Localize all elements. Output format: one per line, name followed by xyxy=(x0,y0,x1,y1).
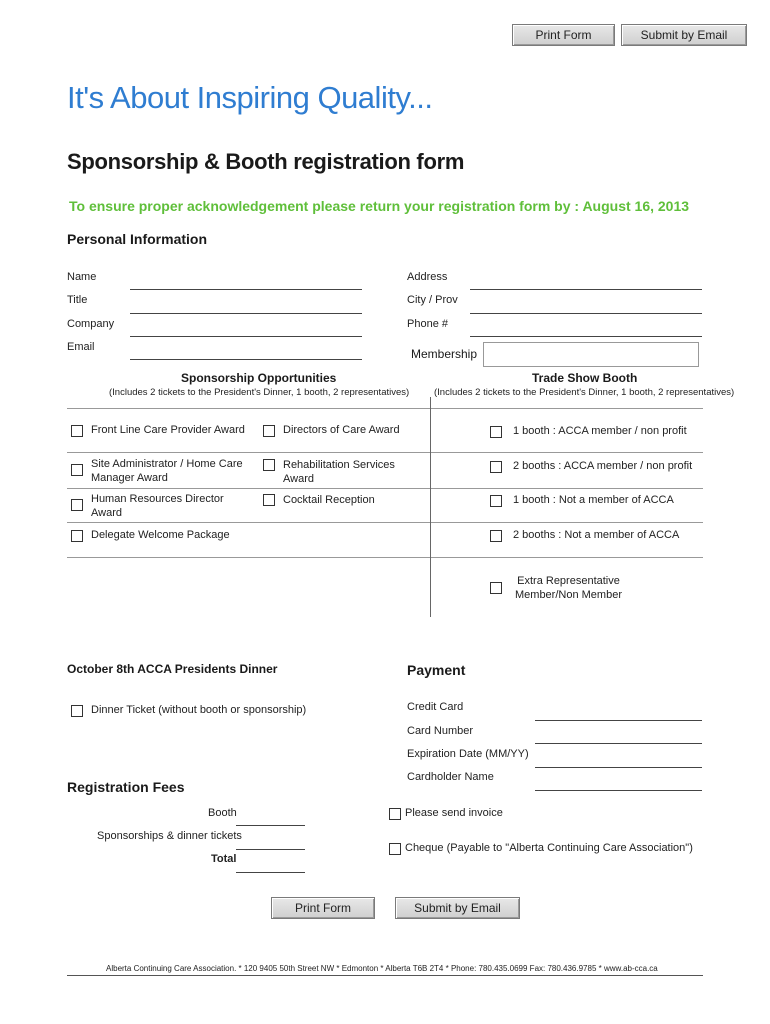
registration-fees-heading: Registration Fees xyxy=(67,779,185,795)
dinner-ticket-checkbox[interactable] xyxy=(71,705,83,717)
human-resources-director-award-checkbox[interactable] xyxy=(71,499,83,511)
divider xyxy=(67,522,703,523)
send-invoice-label: Please send invoice xyxy=(405,807,503,819)
front-line-care-award-checkbox[interactable] xyxy=(71,425,83,437)
cardholder-name-label: Cardholder Name xyxy=(407,771,494,783)
personal-information-heading: Personal Information xyxy=(67,231,208,247)
payment-heading: Payment xyxy=(407,662,466,678)
expiration-date-label: Expiration Date (MM/YY) xyxy=(407,748,529,760)
booth-fee-field[interactable] xyxy=(236,825,305,826)
print-form-button[interactable]: Print Form xyxy=(512,24,615,46)
booth-1-member-checkbox[interactable] xyxy=(490,426,502,438)
divider xyxy=(67,408,703,409)
city-label: City / Prov xyxy=(407,294,458,306)
cardholder-name-field[interactable] xyxy=(535,790,702,791)
booth-1-nonmember-label: 1 booth : Not a member of ACCA xyxy=(513,494,674,506)
cocktail-reception-checkbox[interactable] xyxy=(263,494,275,506)
address-field[interactable] xyxy=(470,289,702,290)
footer-address: Alberta Continuing Care Association. * 120 9405 50th Street NW * Edmonton * Alberta T6B 2T4 * Phone: 780.435.0699 Fax: 780.436.9785 * www.ab-cca.ca xyxy=(106,964,658,973)
deadline-note: To ensure proper acknowledgement please return your registration form by : August 16, 2013 xyxy=(69,198,690,214)
card-number-label: Card Number xyxy=(407,725,474,737)
sponsorship-fee-label: Sponsorships & dinner tickets xyxy=(97,830,242,842)
divider xyxy=(67,452,703,453)
rehabilitation-services-award-label: Rehabilitation Services Award xyxy=(283,459,395,485)
directors-of-care-award-checkbox[interactable] xyxy=(263,425,275,437)
company-label: Company xyxy=(67,318,115,330)
credit-card-field[interactable] xyxy=(535,720,702,721)
name-label: Name xyxy=(67,271,97,283)
site-administrator-award-label: Site Administrator / Home Care Manager Award xyxy=(91,458,243,484)
headline: It's About Inspiring Quality... xyxy=(67,80,433,115)
card-number-field[interactable] xyxy=(535,743,702,744)
extra-representative-label: Extra Representative Member/Non Member xyxy=(515,575,622,601)
sponsorship-fee-field[interactable] xyxy=(236,849,305,850)
form-title: Sponsorship & Booth registration form xyxy=(67,149,465,174)
footer-divider xyxy=(67,975,703,976)
total-field[interactable] xyxy=(236,872,305,873)
rehabilitation-services-award-checkbox[interactable] xyxy=(263,459,275,471)
email-label: Email xyxy=(67,341,95,353)
credit-card-label: Credit Card xyxy=(407,701,464,713)
sponsorship-note: (Includes 2 tickets to the President's Dinner, 1 booth, 2 representatives) xyxy=(109,387,410,398)
title-field[interactable] xyxy=(130,313,362,314)
sponsorship-heading: Sponsorship Opportunities xyxy=(181,371,337,385)
divider xyxy=(67,557,703,558)
divider xyxy=(67,488,703,489)
column-divider xyxy=(430,397,431,617)
front-line-care-award-label: Front Line Care Provider Award xyxy=(91,424,245,436)
title-label: Title xyxy=(67,294,88,306)
print-form-button-bottom[interactable]: Print Form xyxy=(271,897,375,919)
extra-representative-checkbox[interactable] xyxy=(490,582,502,594)
booth-2-member-label: 2 booths : ACCA member / non profit xyxy=(513,460,693,472)
site-administrator-award-checkbox[interactable] xyxy=(71,464,83,476)
human-resources-director-award-label: Human Resources Director Award xyxy=(91,493,224,519)
send-invoice-checkbox[interactable] xyxy=(389,808,401,820)
phone-label: Phone # xyxy=(407,318,448,330)
presidents-dinner-heading: October 8th ACCA Presidents Dinner xyxy=(67,662,278,676)
booth-2-member-checkbox[interactable] xyxy=(490,461,502,473)
submit-by-email-button[interactable]: Submit by Email xyxy=(621,24,747,46)
booth-fee-label: Booth xyxy=(208,807,237,819)
booth-2-nonmember-checkbox[interactable] xyxy=(490,530,502,542)
cheque-label: Cheque (Payable to "Alberta Continuing Care Association") xyxy=(405,842,693,854)
delegate-welcome-package-checkbox[interactable] xyxy=(71,530,83,542)
dinner-ticket-label: Dinner Ticket (without booth or sponsorship) xyxy=(91,704,307,716)
email-field[interactable] xyxy=(130,359,362,360)
city-field[interactable] xyxy=(470,313,702,314)
booth-2-nonmember-label: 2 booths : Not a member of ACCA xyxy=(513,529,680,541)
booth-note: (Includes 2 tickets to the President's Dinner, 1 booth, 2 representatives) xyxy=(434,387,735,398)
company-field[interactable] xyxy=(130,336,362,337)
booth-1-nonmember-checkbox[interactable] xyxy=(490,495,502,507)
booth-heading: Trade Show Booth xyxy=(532,371,638,385)
submit-by-email-button-bottom[interactable]: Submit by Email xyxy=(395,897,520,919)
booth-1-member-label: 1 booth : ACCA member / non profit xyxy=(513,425,687,437)
membership-field[interactable] xyxy=(483,342,699,367)
cocktail-reception-label: Cocktail Reception xyxy=(283,494,375,506)
membership-label: Membership xyxy=(411,347,478,361)
delegate-welcome-package-label: Delegate Welcome Package xyxy=(91,529,230,541)
address-label: Address xyxy=(407,271,448,283)
total-label: Total xyxy=(211,853,237,865)
cheque-checkbox[interactable] xyxy=(389,843,401,855)
name-field[interactable] xyxy=(130,289,362,290)
phone-field[interactable] xyxy=(470,336,702,337)
directors-of-care-award-label: Directors of Care Award xyxy=(283,424,400,436)
expiration-date-field[interactable] xyxy=(535,767,702,768)
